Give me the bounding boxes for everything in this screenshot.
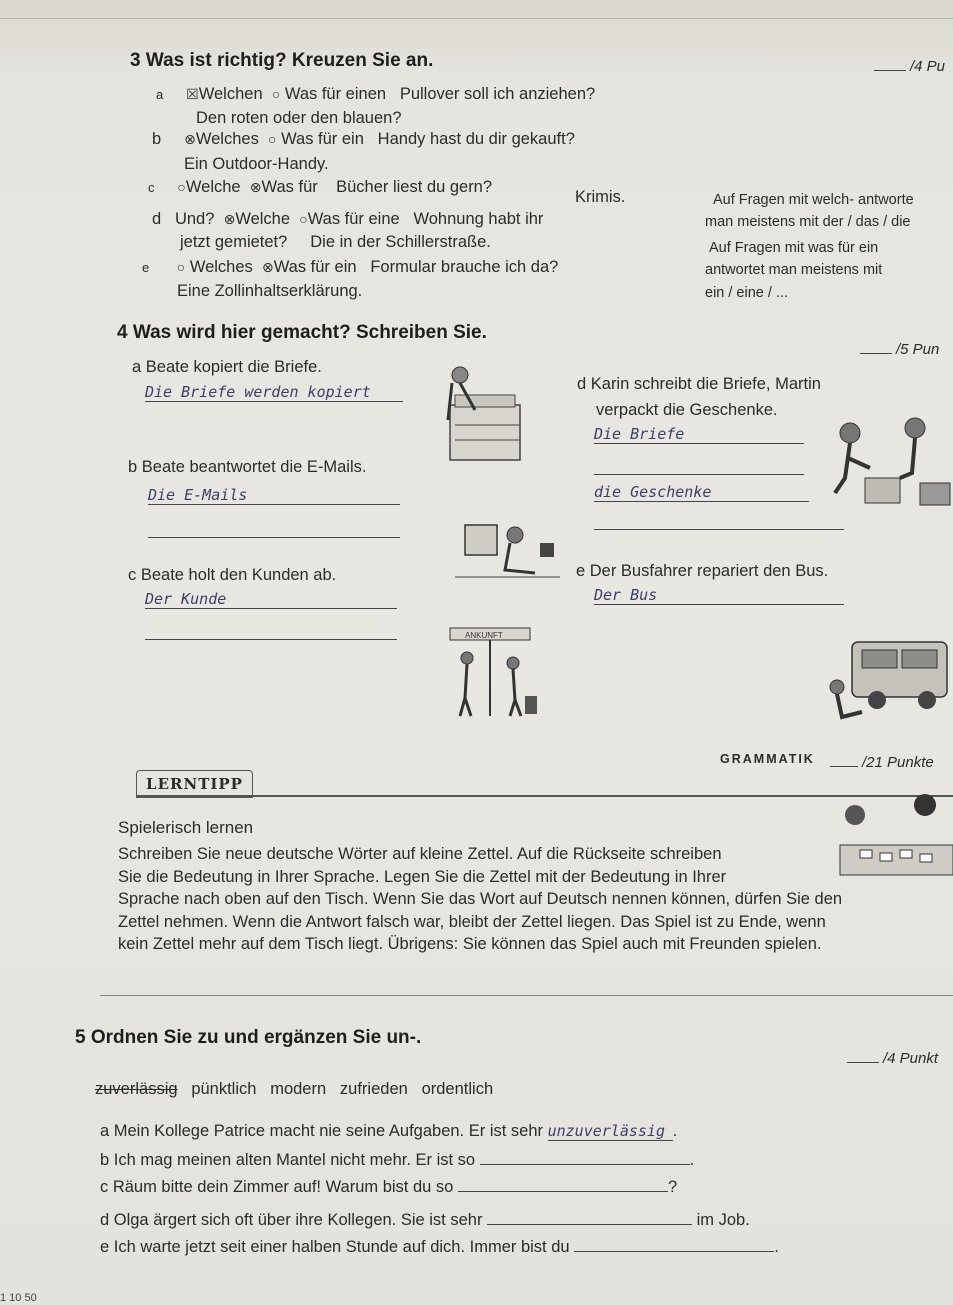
ex4-a-answer[interactable]: Die Briefe werden kopiert — [145, 383, 403, 402]
ex3-item-d: d Und? ⊗Welche ○Was für eine Wohnung habt ihr — [152, 210, 544, 228]
ex5-a-answer[interactable]: unzuverlässig — [548, 1122, 673, 1141]
lerntipp-line: Sprache nach oben auf den Tisch. Wenn Sie das Wort auf Deutsch nennen können, dürfen Sie den — [118, 890, 843, 908]
ex4-title: 4 Was wird hier gemacht? Schreiben Sie. — [117, 322, 487, 343]
ex4-d-prompt-1: d Karin schreibt die Briefe, Martin — [577, 375, 821, 393]
ex3-item-e: e ○ Welches ⊗Was für ein Formular brauche ich da? — [142, 258, 559, 276]
radio-circle-icon[interactable]: ○ — [176, 259, 186, 275]
ex3-note-1: Auf Fragen mit welch- antworte — [713, 192, 914, 208]
ex5-e: e Ich warte jetzt seit einer halben Stunde auf dich. Immer bist du . — [100, 1238, 779, 1256]
copier-illustration — [420, 365, 550, 465]
ex3-answer-e: Eine Zollinhaltserklärung. — [177, 282, 363, 300]
radio-circle-icon[interactable]: ○ — [271, 86, 281, 102]
ex4-e-answer[interactable]: Der Bus — [594, 586, 844, 605]
checked-circle-icon[interactable]: ⊗ — [261, 259, 274, 275]
ex3-answer-c: Krimis. — [575, 188, 626, 206]
card-game-illustration — [830, 790, 953, 885]
ex4-a-prompt: a Beate kopiert die Briefe. — [132, 358, 322, 376]
ex3-answer-b: Ein Outdoor-Handy. — [184, 155, 329, 173]
ex4-d-prompt-2: verpackt die Geschenke. — [596, 401, 778, 419]
word-bank-item: modern — [270, 1080, 327, 1098]
word-bank-item: ordentlich — [421, 1080, 494, 1098]
ex3-note-3: Auf Fragen mit was für ein — [709, 240, 879, 256]
ex4-b-prompt: b Beate beantwortet die E-Mails. — [128, 458, 367, 476]
word-bank-item: pünktlich — [191, 1080, 257, 1098]
radio-circle-icon[interactable]: ○ — [268, 131, 277, 147]
ex4-c-answer[interactable]: Der Kunde — [145, 590, 397, 609]
ex5-a: a Mein Kollege Patrice macht nie seine Aufgaben. Er ist sehr unzuverlässig . — [100, 1122, 678, 1140]
ex5-b-blank[interactable] — [480, 1150, 690, 1165]
lerntipp-text — [118, 843, 938, 956]
ex5-c-blank[interactable] — [458, 1177, 668, 1192]
lerntipp-line: Schreiben Sie neue deutsche Wörter auf kleine Zettel. Auf die Rückseite schreiben — [118, 845, 722, 863]
ex3-points: /4 Pu — [874, 58, 945, 75]
lerntipp-line: Zettel nehmen. Wenn die Antwort falsch war, bleibt der Zettel liegen. Das Spiel ist zu Ende, wenn — [118, 912, 826, 931]
ex4-b-line2[interactable] — [148, 536, 400, 538]
ex3-note-2: man meistens mit der / das / die — [705, 214, 911, 230]
ex5-b: b Ich mag meinen alten Mantel nicht mehr. Er ist so . — [100, 1151, 695, 1169]
ex4-b-answer[interactable]: Die E-Mails — [148, 486, 400, 505]
ex5-word-bank — [95, 1080, 493, 1099]
checked-circle-icon[interactable]: ⊗ — [223, 211, 236, 227]
ex4-c-prompt: c Beate holt den Kunden ab. — [128, 566, 337, 584]
ex3-item-c: c ○Welche ⊗Was für Bücher liest du gern? — [148, 178, 493, 196]
page-number: 1 10 50 — [0, 1292, 37, 1304]
ex3-note-4: antwortet man meistens mit — [705, 262, 883, 278]
checked-box-icon[interactable]: ☒ — [186, 86, 199, 102]
ex4-d-line-2[interactable] — [594, 473, 804, 475]
grammatik-label: GRAMMATIK — [720, 752, 815, 766]
arrival-illustration — [425, 618, 545, 718]
lerntipp-heading: Spielerisch lernen — [118, 818, 254, 837]
ex4-e-prompt: e Der Busfahrer repariert den Bus. — [576, 562, 829, 580]
ex5-points: /4 Punkt — [847, 1050, 938, 1067]
office-worker-illustration — [455, 515, 565, 590]
packing-illustration — [820, 408, 953, 518]
ex5-e-blank[interactable] — [574, 1237, 774, 1252]
radio-circle-icon[interactable]: ○ — [299, 211, 308, 227]
ex4-d-answer-1[interactable]: Die Briefe — [594, 425, 804, 444]
ex4-d-answer-2[interactable]: die Geschenke — [594, 483, 809, 502]
word-bank-item: zufrieden — [339, 1080, 408, 1098]
ex5-title: 5 Ordnen Sie zu und ergänzen Sie un-. — [75, 1027, 422, 1048]
lerntipp-tab: LERNTIPP — [136, 770, 253, 798]
lerntipp-bottom-rule — [100, 995, 953, 996]
ex3-note-5: ein / eine / ... — [705, 285, 789, 301]
ex3-item-a: a ☒Welchen ○ Was für einen Pullover soll ich anziehen? — [156, 85, 596, 103]
grammatik-points: /21 Punkte — [830, 754, 934, 771]
checked-circle-icon[interactable]: ⊗ — [184, 131, 196, 147]
checked-circle-icon[interactable]: ⊗ — [249, 179, 262, 195]
lerntipp-line: kein Zettel mehr auf dem Tisch liegt. Übrigens: Sie können das Spiel auch mit Freunden spielen. — [118, 935, 822, 953]
ex3-title: 3 Was ist richtig? Kreuzen Sie an. — [130, 50, 434, 71]
lerntipp-line: Sie die Bedeutung in Ihrer Sprache. Legen Sie die Zettel mit der Bedeutung in Ihrer — [118, 867, 727, 886]
ex5-d-blank[interactable] — [487, 1210, 692, 1225]
arrival-sign-text: ANKUNFT — [465, 631, 503, 640]
ex5-d: d Olga ärgert sich oft über ihre Kollegen. Sie ist sehr im Job. — [100, 1211, 750, 1229]
radio-circle-icon[interactable]: ○ — [177, 179, 186, 195]
ex3-answer-a: Den roten oder den blauen? — [196, 109, 402, 127]
ex4-points: /5 Pun — [860, 341, 939, 358]
ex3-answer-d: jetzt gemietet? Die in der Schillerstraße. — [180, 233, 491, 251]
ex4-d-line-4[interactable] — [594, 528, 844, 530]
ex3-item-b: b ⊗Welches ○ Was für ein Handy hast du dir gekauft? — [152, 130, 575, 148]
bus-illustration — [822, 632, 953, 727]
word-bank-item: zuverlässig — [95, 1080, 178, 1098]
ex4-c-line2[interactable] — [145, 638, 397, 640]
ex5-c: c Räum bitte dein Zimmer auf! Warum bist du so ? — [100, 1178, 678, 1196]
top-rule — [0, 18, 953, 19]
